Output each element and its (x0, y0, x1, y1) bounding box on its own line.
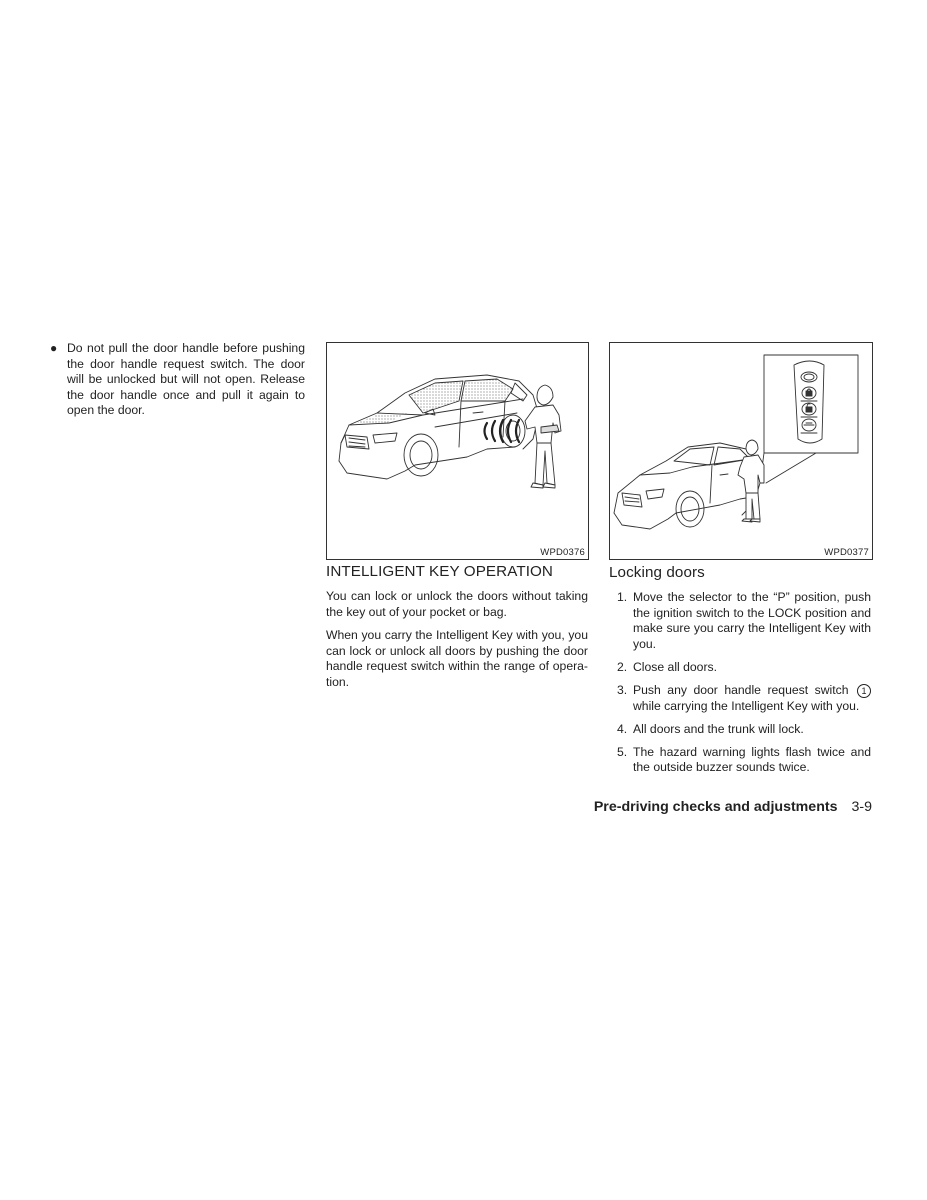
paragraph: When you carry the Intelligent Key with you, you can lock or unlock all doors by pushing the door handle request switch within the range of opera-tion. (326, 628, 588, 689)
bullet-marker: ● (50, 341, 58, 355)
step-item (609, 660, 871, 676)
step-text-after: while carrying the Intelligent Key with you. (633, 698, 860, 713)
step-text: All doors and the trunk will lock. (633, 721, 804, 736)
figure-intelligent-key-operation (326, 342, 589, 560)
locking-doors-steps (609, 590, 871, 783)
figure-locking-doors (609, 342, 873, 560)
footer-section-title: Pre-driving checks and adjustments (593, 799, 838, 815)
step-item (609, 745, 871, 776)
step-number: 2. (617, 659, 628, 674)
car-with-person-illustration (327, 343, 588, 559)
step-number: 4. (617, 721, 628, 736)
figure-code: WPD0377 (824, 547, 869, 558)
step-text: The hazard warning lights flash twice and the outside buzzer sounds twice. (633, 744, 871, 775)
steps-list (609, 590, 871, 776)
section-heading-intelligent-key: INTELLIGENT KEY OPERATION (326, 563, 553, 580)
page-number: 3-9 (851, 799, 872, 815)
left-column (50, 341, 305, 419)
intelligent-key-body (326, 589, 588, 699)
step-text: Move the selector to the “P” position, push the ignition switch to the LOCK position and make sure you carry the Intelligent Key with you. (633, 590, 871, 651)
step-number: 5. (617, 744, 628, 759)
bullet-text: Do not pull the door handle before pushing the door handle request switch. The door will be unlocked but will not open. Release the door handle once and pull it again to open the door. (67, 341, 305, 418)
step-text: Close all doors. (633, 659, 717, 674)
paragraph: You can lock or unlock the doors without taking the key out of your pocket or bag. (326, 589, 588, 619)
step-item (609, 722, 871, 738)
step-number: 1. (617, 590, 628, 604)
step-item (609, 683, 871, 714)
section-heading-locking-doors: Locking doors (609, 564, 705, 581)
step-item (609, 590, 871, 652)
page-footer (594, 799, 872, 815)
car-and-key-fob-illustration (610, 343, 872, 559)
figure-code: WPD0376 (540, 547, 585, 558)
step-number: 3. (617, 682, 628, 697)
step-text-before: Push any door handle request switch (633, 682, 849, 697)
callout-marker: 1 (857, 684, 871, 698)
